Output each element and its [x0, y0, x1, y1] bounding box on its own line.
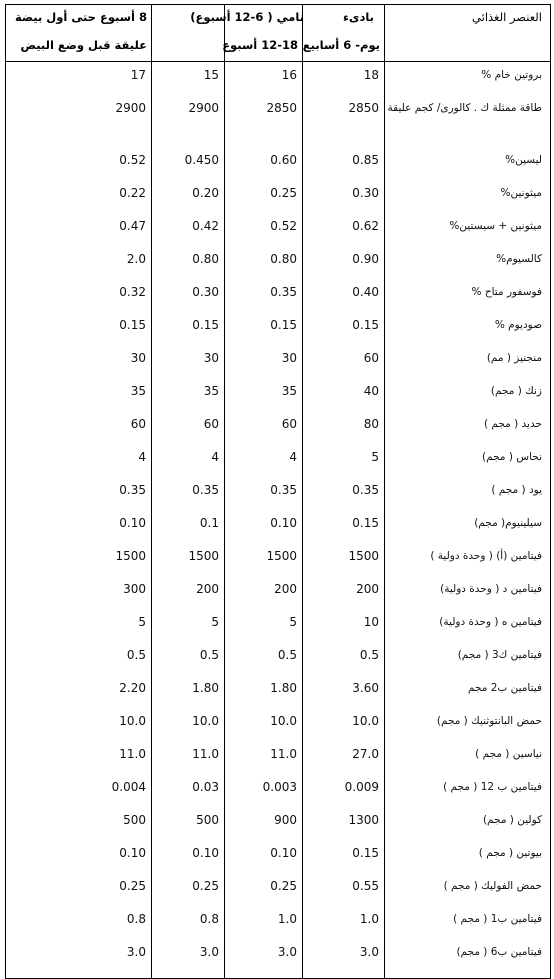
value-cell-grow2: 0.80 [152, 246, 225, 279]
value-cell-grow1: 200 [225, 576, 303, 609]
value-cell-grow1: 0.35 [225, 279, 303, 312]
value-cell-grow1: 0.25 [225, 873, 303, 906]
nutrient-name-cell: كالسيوم% [385, 246, 551, 279]
nutrient-name-cell: زنك ( مجم) [385, 378, 551, 411]
nutrient-name-cell: نحاس ( مجم) [385, 444, 551, 477]
value-cell-grow2: 35 [152, 378, 225, 411]
nutrient-name-cell: ميثونين + سيستين% [385, 213, 551, 246]
header-breeder: 8 أسبوع حتى أول بيضة عليقة قبل وضع البيض [6, 5, 152, 62]
value-cell-starter: 18 [303, 62, 385, 95]
value-cell-grow1: 4 [225, 444, 303, 477]
value-cell-breeder: 0.5 [6, 642, 152, 675]
value-cell-breeder: 60 [6, 411, 152, 444]
value-cell-grow1: 900 [225, 807, 303, 840]
value-cell-grow2: 11.0 [152, 741, 225, 774]
value-cell-grow1: 0.5 [225, 642, 303, 675]
value-cell-starter: 0.009 [303, 774, 385, 807]
value-cell-breeder: 2900 [6, 95, 152, 147]
value-cell-breeder: 0.8 [6, 906, 152, 939]
value-cell-starter: 0.5 [303, 642, 385, 675]
value-cell-grow2: 500 [152, 807, 225, 840]
value-cell-breeder: 35 [6, 378, 152, 411]
value-cell-starter: 10 [303, 609, 385, 642]
nutrient-name-cell: سيلينيوم( مجم) [385, 510, 551, 543]
value-cell-grow1: 3.0 [225, 939, 303, 979]
table-row [6, 95, 551, 147]
table-row [6, 906, 551, 939]
value-cell-breeder: 3.0 [6, 939, 152, 979]
value-cell-grow1: 2850 [225, 95, 303, 147]
nutrient-name-cell: حمض الفوليك ( مجم ) [385, 873, 551, 906]
value-cell-grow1: 0.35 [225, 477, 303, 510]
value-cell-breeder: 0.32 [6, 279, 152, 312]
nutrient-name-cell: فيتامين ه ( وحدة دولية) [385, 609, 551, 642]
value-cell-grow1: 1500 [225, 543, 303, 576]
value-cell-starter: 0.85 [303, 147, 385, 180]
table-row [6, 345, 551, 378]
nutrient-name-cell: فيتامين ب 12 ( مجم ) [385, 774, 551, 807]
table-row [6, 246, 551, 279]
value-cell-breeder: 0.22 [6, 180, 152, 213]
value-cell-grow1: 0.25 [225, 180, 303, 213]
value-cell-grow2: 0.30 [152, 279, 225, 312]
value-cell-breeder: 0.25 [6, 873, 152, 906]
value-cell-starter: 200 [303, 576, 385, 609]
value-cell-grow2: 0.450 [152, 147, 225, 180]
value-cell-grow1: 11.0 [225, 741, 303, 774]
value-cell-grow1: 30 [225, 345, 303, 378]
value-cell-grow1: 0.60 [225, 147, 303, 180]
table-row [6, 741, 551, 774]
value-cell-grow1: 0.80 [225, 246, 303, 279]
value-cell-starter: 0.62 [303, 213, 385, 246]
table-row [6, 312, 551, 345]
header-starter: بادىء يوم- 6 أسابيع [303, 5, 385, 62]
table-row [6, 774, 551, 807]
value-cell-grow1: 0.10 [225, 840, 303, 873]
value-cell-starter: 0.30 [303, 180, 385, 213]
value-cell-grow2: 0.35 [152, 477, 225, 510]
value-cell-grow1: 5 [225, 609, 303, 642]
value-cell-starter: 0.55 [303, 873, 385, 906]
table-row [6, 642, 551, 675]
value-cell-grow2: 1.80 [152, 675, 225, 708]
nutrient-name-cell: طاقة ممثلة ك . كالورى/ كجم عليقة [385, 95, 551, 147]
nutrient-name-cell: حمض البانتوثنيك ( مجم) [385, 708, 551, 741]
table-row [6, 147, 551, 180]
value-cell-breeder: 5 [6, 609, 152, 642]
table-row [6, 675, 551, 708]
value-cell-starter: 80 [303, 411, 385, 444]
nutrient-name-cell: فيتامين ب1 ( مجم ) [385, 906, 551, 939]
value-cell-grow1: 16 [225, 62, 303, 95]
value-cell-starter: 0.90 [303, 246, 385, 279]
value-cell-breeder: 10.0 [6, 708, 152, 741]
value-cell-grow2: 60 [152, 411, 225, 444]
value-cell-starter: 3.60 [303, 675, 385, 708]
value-cell-grow1: 35 [225, 378, 303, 411]
value-cell-breeder: 0.15 [6, 312, 152, 345]
value-cell-starter: 40 [303, 378, 385, 411]
value-cell-breeder: 2.20 [6, 675, 152, 708]
value-cell-grow2: 0.42 [152, 213, 225, 246]
table-row [6, 279, 551, 312]
value-cell-breeder: 0.52 [6, 147, 152, 180]
value-cell-starter: 0.40 [303, 279, 385, 312]
nutrient-name-cell: نياسين ( مجم ) [385, 741, 551, 774]
value-cell-breeder: 0.47 [6, 213, 152, 246]
value-cell-breeder: 1500 [6, 543, 152, 576]
value-cell-grow2: 0.20 [152, 180, 225, 213]
table-row [6, 180, 551, 213]
value-cell-grow1: 0.10 [225, 510, 303, 543]
nutrient-name-cell: بروتين خام % [385, 62, 551, 95]
nutrient-name-cell: كولين ( مجم) [385, 807, 551, 840]
value-cell-starter: 0.15 [303, 840, 385, 873]
header-grower-2: نامي ( 6-12 أسبوع) [152, 5, 225, 62]
table-row [6, 840, 551, 873]
value-cell-grow1: 1.80 [225, 675, 303, 708]
value-cell-grow1: 0.52 [225, 213, 303, 246]
nutrient-name-cell: بيوتين ( مجم ) [385, 840, 551, 873]
nutrient-name-cell: فيتامين ب2 مجم [385, 675, 551, 708]
value-cell-grow2: 4 [152, 444, 225, 477]
table-row [6, 477, 551, 510]
value-cell-starter: 1500 [303, 543, 385, 576]
value-cell-grow2: 0.8 [152, 906, 225, 939]
table-row [6, 873, 551, 906]
nutrient-name-cell: ليسين% [385, 147, 551, 180]
value-cell-starter: 3.0 [303, 939, 385, 979]
value-cell-starter: 0.15 [303, 510, 385, 543]
table-row [6, 807, 551, 840]
value-cell-breeder: 0.10 [6, 840, 152, 873]
value-cell-grow2: 200 [152, 576, 225, 609]
value-cell-starter: 1.0 [303, 906, 385, 939]
value-cell-grow2: 0.10 [152, 840, 225, 873]
value-cell-grow1: 0.15 [225, 312, 303, 345]
value-cell-breeder: 2.0 [6, 246, 152, 279]
table-header-row [6, 5, 551, 62]
nutrient-name-cell: فيتامين ب6 ( مجم) [385, 939, 551, 979]
nutrient-name-cell: ميثونين% [385, 180, 551, 213]
nutrient-name-cell: حديد ( مجم ) [385, 411, 551, 444]
value-cell-grow2: 0.5 [152, 642, 225, 675]
nutrient-requirements-table [5, 4, 551, 979]
table-row [6, 444, 551, 477]
value-cell-starter: 5 [303, 444, 385, 477]
table-row [6, 213, 551, 246]
header-grower-1: 12-18 أسبوع [225, 5, 303, 62]
value-cell-grow2: 2900 [152, 95, 225, 147]
value-cell-grow2: 0.25 [152, 873, 225, 906]
value-cell-starter: 0.35 [303, 477, 385, 510]
value-cell-grow2: 1500 [152, 543, 225, 576]
nutrient-name-cell: منجنيز ( مم) [385, 345, 551, 378]
nutrient-name-cell: يود ( مجم ) [385, 477, 551, 510]
value-cell-breeder: 0.35 [6, 477, 152, 510]
value-cell-grow2: 10.0 [152, 708, 225, 741]
table-row [6, 62, 551, 95]
value-cell-starter: 2850 [303, 95, 385, 147]
value-cell-grow1: 0.003 [225, 774, 303, 807]
value-cell-grow2: 30 [152, 345, 225, 378]
value-cell-grow2: 0.1 [152, 510, 225, 543]
value-cell-breeder: 17 [6, 62, 152, 95]
value-cell-starter: 1300 [303, 807, 385, 840]
table-row [6, 708, 551, 741]
table-row [6, 378, 551, 411]
value-cell-grow2: 0.15 [152, 312, 225, 345]
table-row [6, 510, 551, 543]
nutrient-name-cell: فوسفور متاح % [385, 279, 551, 312]
header-nutrient: العنصر الغذائي [385, 5, 551, 62]
value-cell-breeder: 500 [6, 807, 152, 840]
value-cell-grow2: 5 [152, 609, 225, 642]
value-cell-grow2: 0.03 [152, 774, 225, 807]
value-cell-starter: 10.0 [303, 708, 385, 741]
value-cell-grow1: 60 [225, 411, 303, 444]
table-row [6, 543, 551, 576]
table-row [6, 939, 551, 979]
value-cell-breeder: 0.004 [6, 774, 152, 807]
table-row [6, 609, 551, 642]
table-row [6, 411, 551, 444]
value-cell-grow1: 1.0 [225, 906, 303, 939]
value-cell-breeder: 4 [6, 444, 152, 477]
nutrient-name-cell: فيتامين ك3 ( مجم) [385, 642, 551, 675]
value-cell-starter: 27.0 [303, 741, 385, 774]
value-cell-breeder: 30 [6, 345, 152, 378]
nutrient-name-cell: فيتامين (أ) ( وحدة دولية ) [385, 543, 551, 576]
nutrient-name-cell: صوديوم % [385, 312, 551, 345]
value-cell-starter: 0.15 [303, 312, 385, 345]
value-cell-breeder: 300 [6, 576, 152, 609]
value-cell-starter: 60 [303, 345, 385, 378]
table-row [6, 576, 551, 609]
value-cell-breeder: 11.0 [6, 741, 152, 774]
value-cell-breeder: 0.10 [6, 510, 152, 543]
value-cell-grow2: 15 [152, 62, 225, 95]
nutrient-name-cell: فيتامين د ( وحدة دولية) [385, 576, 551, 609]
value-cell-grow2: 3.0 [152, 939, 225, 979]
value-cell-grow1: 10.0 [225, 708, 303, 741]
